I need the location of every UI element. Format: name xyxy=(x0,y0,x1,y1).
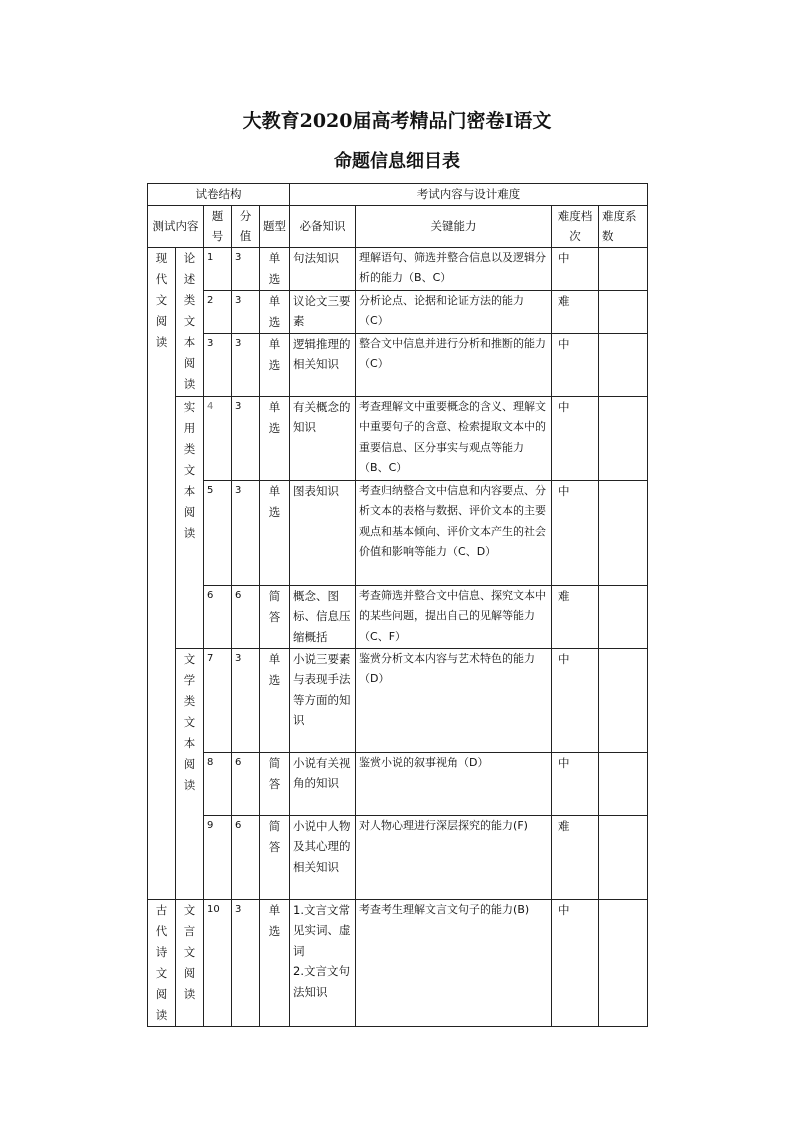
column-header-row xyxy=(148,205,648,247)
content-header: 考试内容与设计难度 xyxy=(290,184,648,206)
col-ability-header: 关键能力 xyxy=(356,205,552,247)
question-type: 单选 xyxy=(260,290,290,333)
question-type: 简答 xyxy=(260,585,290,648)
question-knowledge xyxy=(290,899,356,1026)
subsection-practical: 实用类文本阅读 xyxy=(176,396,204,648)
question-ability: 考查理解文中重要概念的含义、理解文中重要句子的含意、检索提取文本中的重要信息、区分事实与观点等能力（B、C） xyxy=(356,396,552,480)
col-level-header: 难度档次 xyxy=(552,205,599,247)
question-ability: 对人物心理进行深层探究的能力(F) xyxy=(356,815,552,899)
document-title: 大教育2020届高考精品门密卷Ⅰ语文 xyxy=(242,110,552,132)
question-coefficient xyxy=(599,247,648,290)
question-number: 4 xyxy=(204,396,232,480)
col-score-header: 分值 xyxy=(232,205,260,247)
question-type: 简答 xyxy=(260,752,290,815)
table-row xyxy=(148,480,648,585)
question-level: 难 xyxy=(552,290,599,333)
structure-header: 试卷结构 xyxy=(148,184,290,206)
col-knowledge-header: 必备知识 xyxy=(290,205,356,247)
question-coefficient xyxy=(599,333,648,396)
group-header-row xyxy=(148,184,648,206)
question-coefficient xyxy=(599,815,648,899)
question-type: 单选 xyxy=(260,247,290,290)
question-type: 单选 xyxy=(260,899,290,1026)
question-level: 中 xyxy=(552,752,599,815)
col-section-header: 测试内容 xyxy=(148,205,204,247)
question-number: 8 xyxy=(204,752,232,815)
question-number: 5 xyxy=(204,480,232,585)
question-level: 中 xyxy=(552,333,599,396)
question-knowledge: 图表知识 xyxy=(290,480,356,585)
table-row xyxy=(148,899,648,1026)
subsection-literary: 文学类文本阅读 xyxy=(176,648,204,899)
question-type: 单选 xyxy=(260,333,290,396)
question-coefficient xyxy=(599,480,648,585)
table-row xyxy=(148,396,648,480)
table-row xyxy=(148,648,648,752)
question-ability: 整合文中信息并进行分析和推断的能力（C） xyxy=(356,333,552,396)
question-score: 3 xyxy=(232,333,260,396)
question-knowledge: 有关概念的知识 xyxy=(290,396,356,480)
question-level: 难 xyxy=(552,815,599,899)
question-level: 中 xyxy=(552,396,599,480)
question-ability: 鉴赏分析文本内容与艺术特色的能力（D） xyxy=(356,648,552,752)
question-type: 单选 xyxy=(260,396,290,480)
question-knowledge: 句法知识 xyxy=(290,247,356,290)
question-score: 3 xyxy=(232,396,260,480)
question-score: 3 xyxy=(232,290,260,333)
table-row xyxy=(148,815,648,899)
spec-table xyxy=(147,183,648,1027)
question-coefficient xyxy=(599,396,648,480)
question-coefficient xyxy=(599,648,648,752)
question-coefficient xyxy=(599,899,648,1026)
question-ability: 分析论点、论据和论证方法的能力（C） xyxy=(356,290,552,333)
question-score: 3 xyxy=(232,480,260,585)
question-ability: 理解语句、筛选并整合信息以及逻辑分析的能力（B、C） xyxy=(356,247,552,290)
col-type-header: 题型 xyxy=(260,205,290,247)
question-number: 10 xyxy=(204,899,232,1026)
question-level: 中 xyxy=(552,480,599,585)
question-knowledge: 逻辑推理的相关知识 xyxy=(290,333,356,396)
question-score: 3 xyxy=(232,899,260,1026)
question-score: 6 xyxy=(232,752,260,815)
question-number: 9 xyxy=(204,815,232,899)
section-modern-reading: 现代文阅读 xyxy=(148,247,176,899)
question-coefficient xyxy=(599,585,648,648)
question-level: 难 xyxy=(552,585,599,648)
question-ability: 考查筛选并整合文中信息、探究文本中的某些问题，提出自己的见解等能力（C、F） xyxy=(356,585,552,648)
document-subtitle: 命题信息细目表 xyxy=(334,151,460,172)
table-row xyxy=(148,333,648,396)
table-row xyxy=(148,290,648,333)
question-level: 中 xyxy=(552,899,599,1026)
question-ability: 考查考生理解文言文句子的能力(B) xyxy=(356,899,552,1026)
question-score: 6 xyxy=(232,585,260,648)
table-row xyxy=(148,247,648,290)
question-type: 简答 xyxy=(260,815,290,899)
subsection-argumentative: 论述类文本阅读 xyxy=(176,247,204,396)
question-score: 3 xyxy=(232,247,260,290)
question-score: 3 xyxy=(232,648,260,752)
question-ability: 鉴赏小说的叙事视角（D） xyxy=(356,752,552,815)
question-level: 中 xyxy=(552,247,599,290)
question-coefficient xyxy=(599,290,648,333)
question-knowledge: 小说有关视角的知识 xyxy=(290,752,356,815)
question-number: 7 xyxy=(204,648,232,752)
question-type: 单选 xyxy=(260,648,290,752)
question-knowledge: 概念、图标、信息压缩概括 xyxy=(290,585,356,648)
question-knowledge: 小说中人物及其心理的相关知识 xyxy=(290,815,356,899)
question-number: 2 xyxy=(204,290,232,333)
question-knowledge: 小说三要素与表现手法等方面的知识 xyxy=(290,648,356,752)
col-number-header: 题号 xyxy=(204,205,232,247)
question-level: 中 xyxy=(552,648,599,752)
question-score: 6 xyxy=(232,815,260,899)
question-knowledge: 议论文三要素 xyxy=(290,290,356,333)
question-number: 3 xyxy=(204,333,232,396)
question-number: 1 xyxy=(204,247,232,290)
knowledge-line: 2.文言文句法知识 xyxy=(293,964,351,999)
col-coefficient-header: 难度系数 xyxy=(599,205,648,247)
question-number: 6 xyxy=(204,585,232,648)
section-classical-reading: 古代诗文阅读 xyxy=(148,899,176,1026)
question-type: 单选 xyxy=(260,480,290,585)
question-ability: 考查归纳整合文中信息和内容要点、分析文本的表格与数据、评价文本的主要观点和基本倾向、评价文本产生的社会价值和影响等能力（C、D） xyxy=(356,480,552,585)
knowledge-line: 1.文言文常见实词、虚词 xyxy=(293,902,351,958)
table-row xyxy=(148,585,648,648)
question-coefficient xyxy=(599,752,648,815)
subsection-classical-chinese: 文言文阅读 xyxy=(176,899,204,1026)
table-row xyxy=(148,752,648,815)
